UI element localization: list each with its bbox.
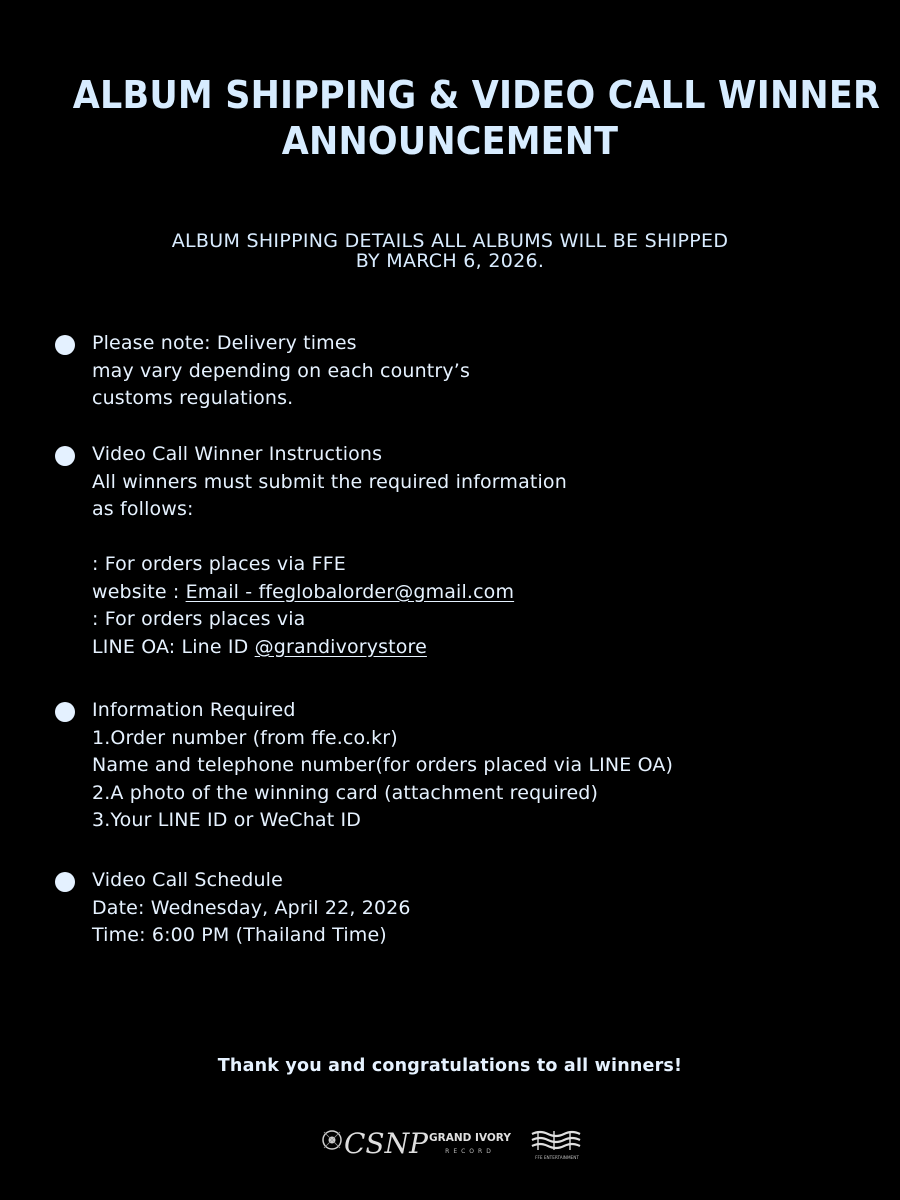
- line-order-text: : For orders places via: [92, 608, 306, 630]
- schedule-time: Time: 6:00 PM (Thailand Time): [92, 924, 387, 946]
- section-heading: Video Call Schedule: [92, 869, 283, 891]
- shipping-details: [70, 231, 830, 271]
- note-line: Please note: Delivery times: [92, 332, 357, 354]
- schedule-date: Date: Wednesday, April 22, 2026: [92, 896, 411, 919]
- thank-you-message: Thank you and congratulations to all winners!: [217, 1056, 683, 1076]
- title-line-2: ANNOUNCEMENT: [281, 119, 619, 163]
- page-title: [72, 72, 881, 164]
- logo-row: [0, 1120, 900, 1170]
- bullet-icon: [55, 872, 75, 892]
- bullet-icon: [55, 702, 75, 722]
- line-order-prefix: LINE OA: Line ID: [92, 635, 255, 658]
- svg-text:FFE ENTERTAINMENT: FFE ENTERTAINMENT: [535, 1155, 579, 1160]
- bullet-icon: [55, 446, 75, 466]
- shipping-details-line-2: BY MARCH 6, 2026.: [355, 250, 545, 272]
- grand-ivory-sub: RECORD: [445, 1148, 495, 1155]
- grand-ivory-logo: [418, 1132, 522, 1158]
- grand-ivory-name: GRAND IVORY: [429, 1132, 511, 1144]
- info-item: 3.Your LINE ID or WeChat ID: [92, 809, 362, 831]
- info-item: 1.Order number (from ffe.co.kr): [92, 726, 398, 749]
- note-line: customs regulations.: [92, 387, 294, 409]
- ffe-order-text: : For orders places via FFE: [92, 553, 346, 575]
- csnp-logo: [312, 1120, 428, 1164]
- ffe-order-contact: [92, 579, 870, 607]
- bullet-icon: [55, 335, 75, 355]
- note-line: may vary depending on each country’s: [92, 359, 471, 382]
- information-required-section: [92, 697, 870, 835]
- title-line-1: ALBUM SHIPPING & VIDEO CALL WINNER: [72, 73, 881, 117]
- section-heading: Information Required: [92, 699, 296, 721]
- email-link[interactable]: Email - ffeglobalorder@gmail.com: [185, 580, 515, 603]
- info-item: 2.A photo of the winning card (attachment required): [92, 781, 599, 804]
- delivery-note-section: [92, 330, 870, 413]
- line-order-contact: [92, 634, 870, 662]
- instructions-text: as follows:: [92, 498, 194, 520]
- instructions-text: All winners must submit the required information: [92, 470, 567, 493]
- video-call-instructions-section: [92, 441, 870, 661]
- video-call-schedule-section: [92, 867, 870, 950]
- info-item: Name and telephone number(for orders placed via LINE OA): [92, 754, 674, 776]
- ffe-order-prefix: website :: [92, 580, 186, 603]
- ffe-logo: [530, 1128, 588, 1162]
- shipping-details-line-1: ALBUM SHIPPING DETAILS ALL ALBUMS WILL BE SHIPPED: [171, 230, 729, 252]
- line-id-link[interactable]: @grandivorystore: [254, 635, 427, 658]
- svg-text:CSNP: CSNP: [344, 1127, 428, 1160]
- section-heading: Video Call Winner Instructions: [92, 443, 383, 465]
